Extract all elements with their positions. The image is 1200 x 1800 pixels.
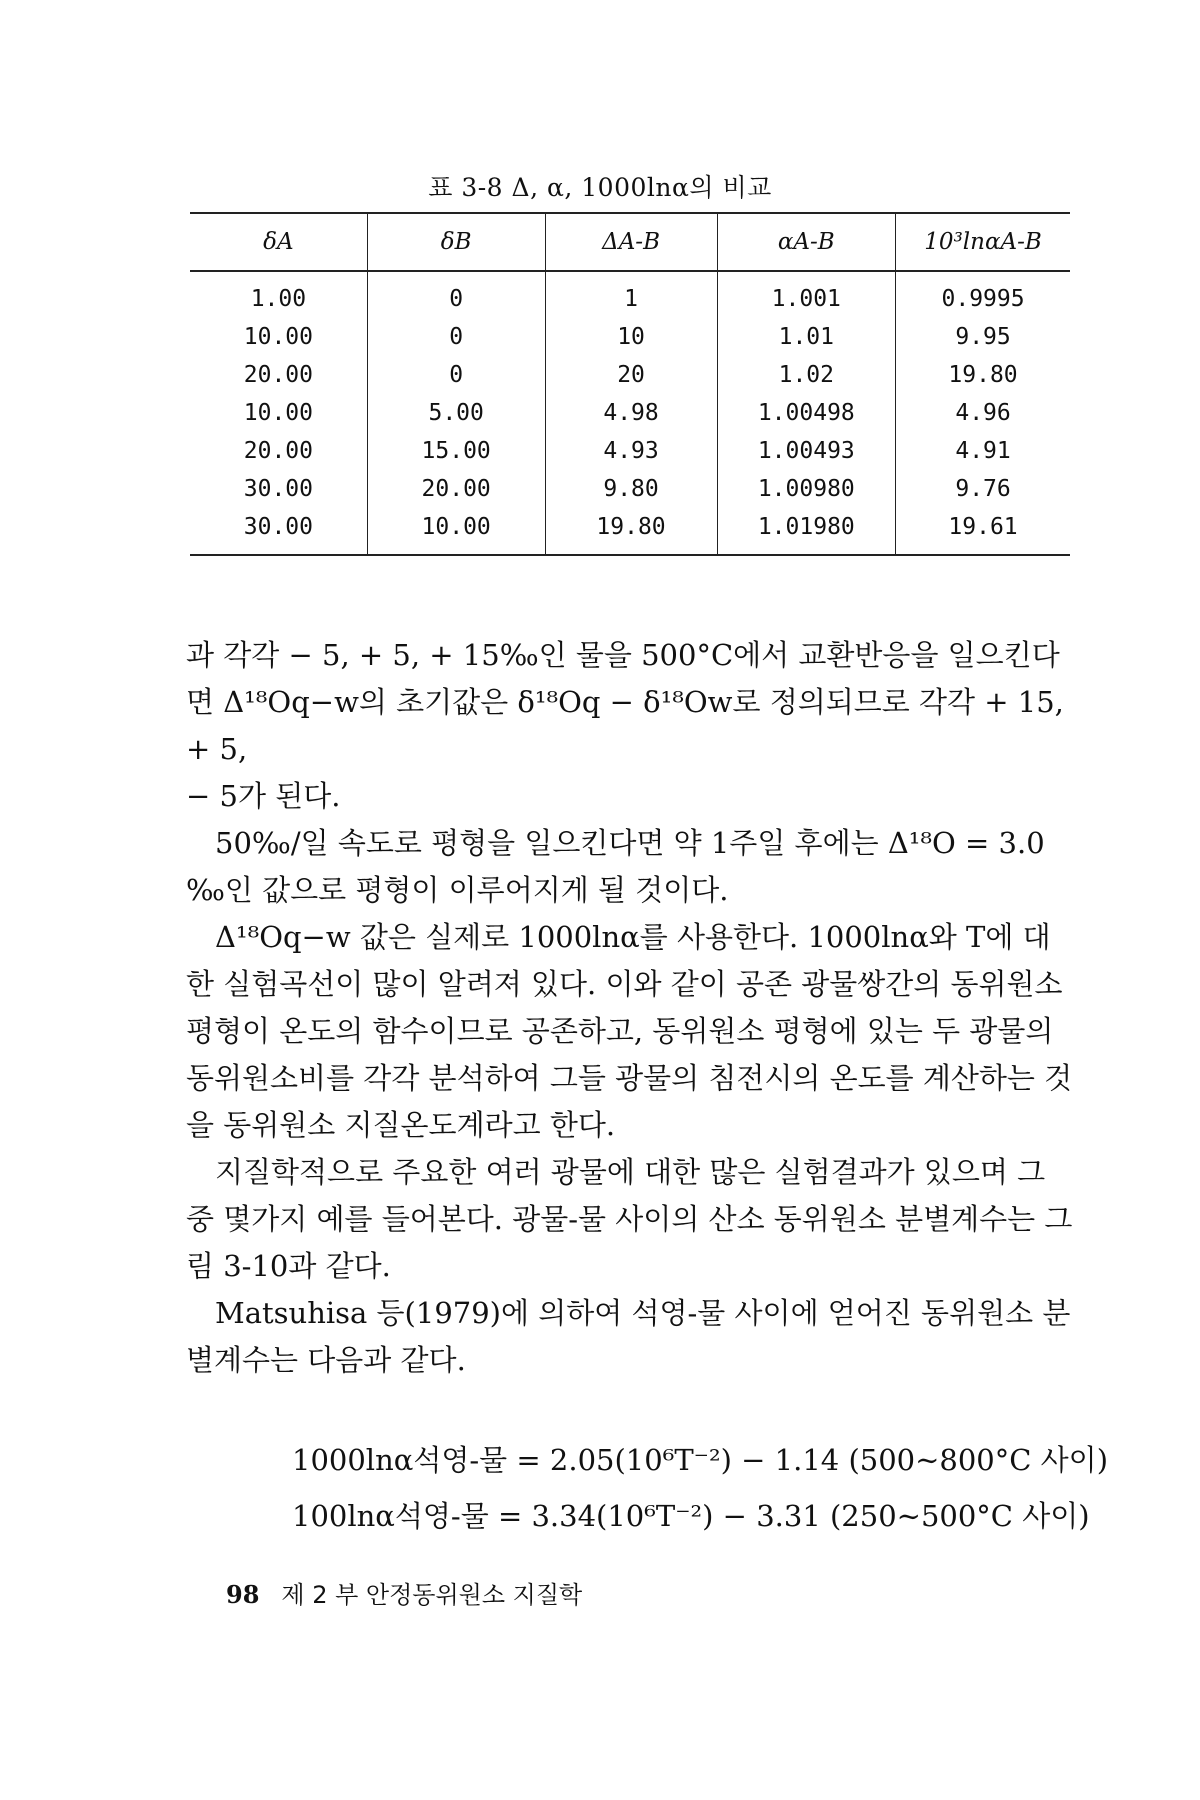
table-cell: 30.00 <box>243 476 314 502</box>
table-cell: 9.95 <box>896 318 1070 356</box>
page-number: 98 <box>226 1580 260 1609</box>
table-cell: 20 <box>545 356 717 394</box>
body-line: 면 Δ¹⁸Oq−w의 초기값은 δ¹⁸Oq − δ¹⁸Ow로 정의되므로 각각 + 15, + 5, <box>186 685 1064 766</box>
table-row <box>190 508 1070 555</box>
paragraph: 지질학적으로 주요한 여러 광물에 대한 많은 실험결과가 있으며 그 중 몇가지 예를 들어본다. 광물-물 사이의 산소 동위원소 분별계수는 그림 3-10과 같다. <box>186 1155 1073 1283</box>
table-cell: 10.00 <box>367 508 545 555</box>
table-row <box>190 271 1070 318</box>
table-cell: 4.91 <box>896 432 1070 470</box>
body-line: − 5가 된다. <box>186 779 341 813</box>
table-cell: 30.00 <box>190 508 367 555</box>
table-cell: 1.02 <box>717 356 896 394</box>
table-cell: 1.00980 <box>717 470 896 508</box>
table-cell: 1.01980 <box>717 508 896 555</box>
formula-low-temp: 100lnα석영-물 = 3.34(10⁶T⁻²) − 3.31 (250∼500°C 사이) <box>292 1499 1090 1533</box>
header-big-delta-ab: ΔA-B <box>545 213 717 271</box>
table-cell: 1.01 <box>717 318 896 356</box>
table-cell: 10.00 <box>243 400 314 426</box>
table-cell: 1.00 <box>250 286 307 312</box>
table-cell: 20.00 <box>367 470 545 508</box>
table-row <box>190 394 1070 432</box>
table-cell: 0 <box>367 271 545 318</box>
page-footer <box>226 1575 582 1610</box>
body-line: 과 각각 − 5, + 5, + 15‰인 물을 500°C에서 교환반응을 일으킨다 <box>186 638 1060 672</box>
paragraph: Δ¹⁸Oq−w 값은 실제로 1000lnα를 사용한다. 1000lnα와 T에 대한 실험곡선이 많이 알려져 있다. 이와 같이 공존 광물쌍간의 동위원소 평형이 온도의 함수이므로 공존하고, 동위원소 평형에 있는 두 광물의 동위원소비를 각각 분석하여 그들 광물의 침전시의 온도를 계산하는 것을 동위원소 지질온도계라고 한다. <box>186 920 1073 1142</box>
table-cell: 4.93 <box>545 432 717 470</box>
comparison-table <box>190 212 1070 556</box>
table-cell: 1 <box>545 271 717 318</box>
running-title: 제 2 부 안정동위원소 지질학 <box>281 1581 583 1609</box>
table-cell: 0 <box>367 318 545 356</box>
table-cell: 0.9995 <box>896 271 1070 318</box>
table-cell: 10.00 <box>243 324 314 350</box>
table-cell: 1.00493 <box>717 432 896 470</box>
table-cell: 1.00498 <box>717 394 896 432</box>
table-cell: 19.61 <box>896 508 1070 555</box>
table-row <box>190 432 1070 470</box>
table-header-row <box>190 213 1070 271</box>
table-cell: 0 <box>367 356 545 394</box>
table-cell: 10 <box>545 318 717 356</box>
table-row <box>190 356 1070 394</box>
header-alpha-ab: αA-B <box>717 213 896 271</box>
table-cell: 5.00 <box>367 394 545 432</box>
table-row <box>190 470 1070 508</box>
header-delta-b: δB <box>367 213 545 271</box>
table-cell: 4.98 <box>545 394 717 432</box>
paragraph: Matsuhisa 등(1979)에 의하여 석영-물 사이에 얻어진 동위원소 분별계수는 다음과 같다. <box>186 1296 1071 1377</box>
table-row <box>190 318 1070 356</box>
table-cell: 19.80 <box>896 356 1070 394</box>
table-caption: 표 3-8 Δ, α, 1000lnα의 비교 <box>428 173 772 202</box>
header-delta-a: δA <box>190 213 367 271</box>
table-cell: 20.00 <box>243 438 314 464</box>
header-ln-alpha: 10³lnαA-B <box>896 213 1070 271</box>
table-cell: 1.001 <box>717 271 896 318</box>
table-cell: 19.80 <box>545 508 717 555</box>
table-cell: 9.76 <box>896 470 1070 508</box>
table-cell: 9.80 <box>545 470 717 508</box>
paragraph: 50‰/일 속도로 평형을 일으킨다면 약 1주일 후에는 Δ¹⁸O = 3.0 ‰인 값으로 평형이 이루어지게 될 것이다. <box>186 826 1045 907</box>
body-text <box>186 632 1078 1384</box>
formula-high-temp: 1000lnα석영-물 = 2.05(10⁶T⁻²) − 1.14 (500∼800°C 사이) <box>292 1443 1109 1477</box>
table-cell: 20.00 <box>243 362 314 388</box>
table-cell: 15.00 <box>367 432 545 470</box>
table-cell: 4.96 <box>896 394 1070 432</box>
